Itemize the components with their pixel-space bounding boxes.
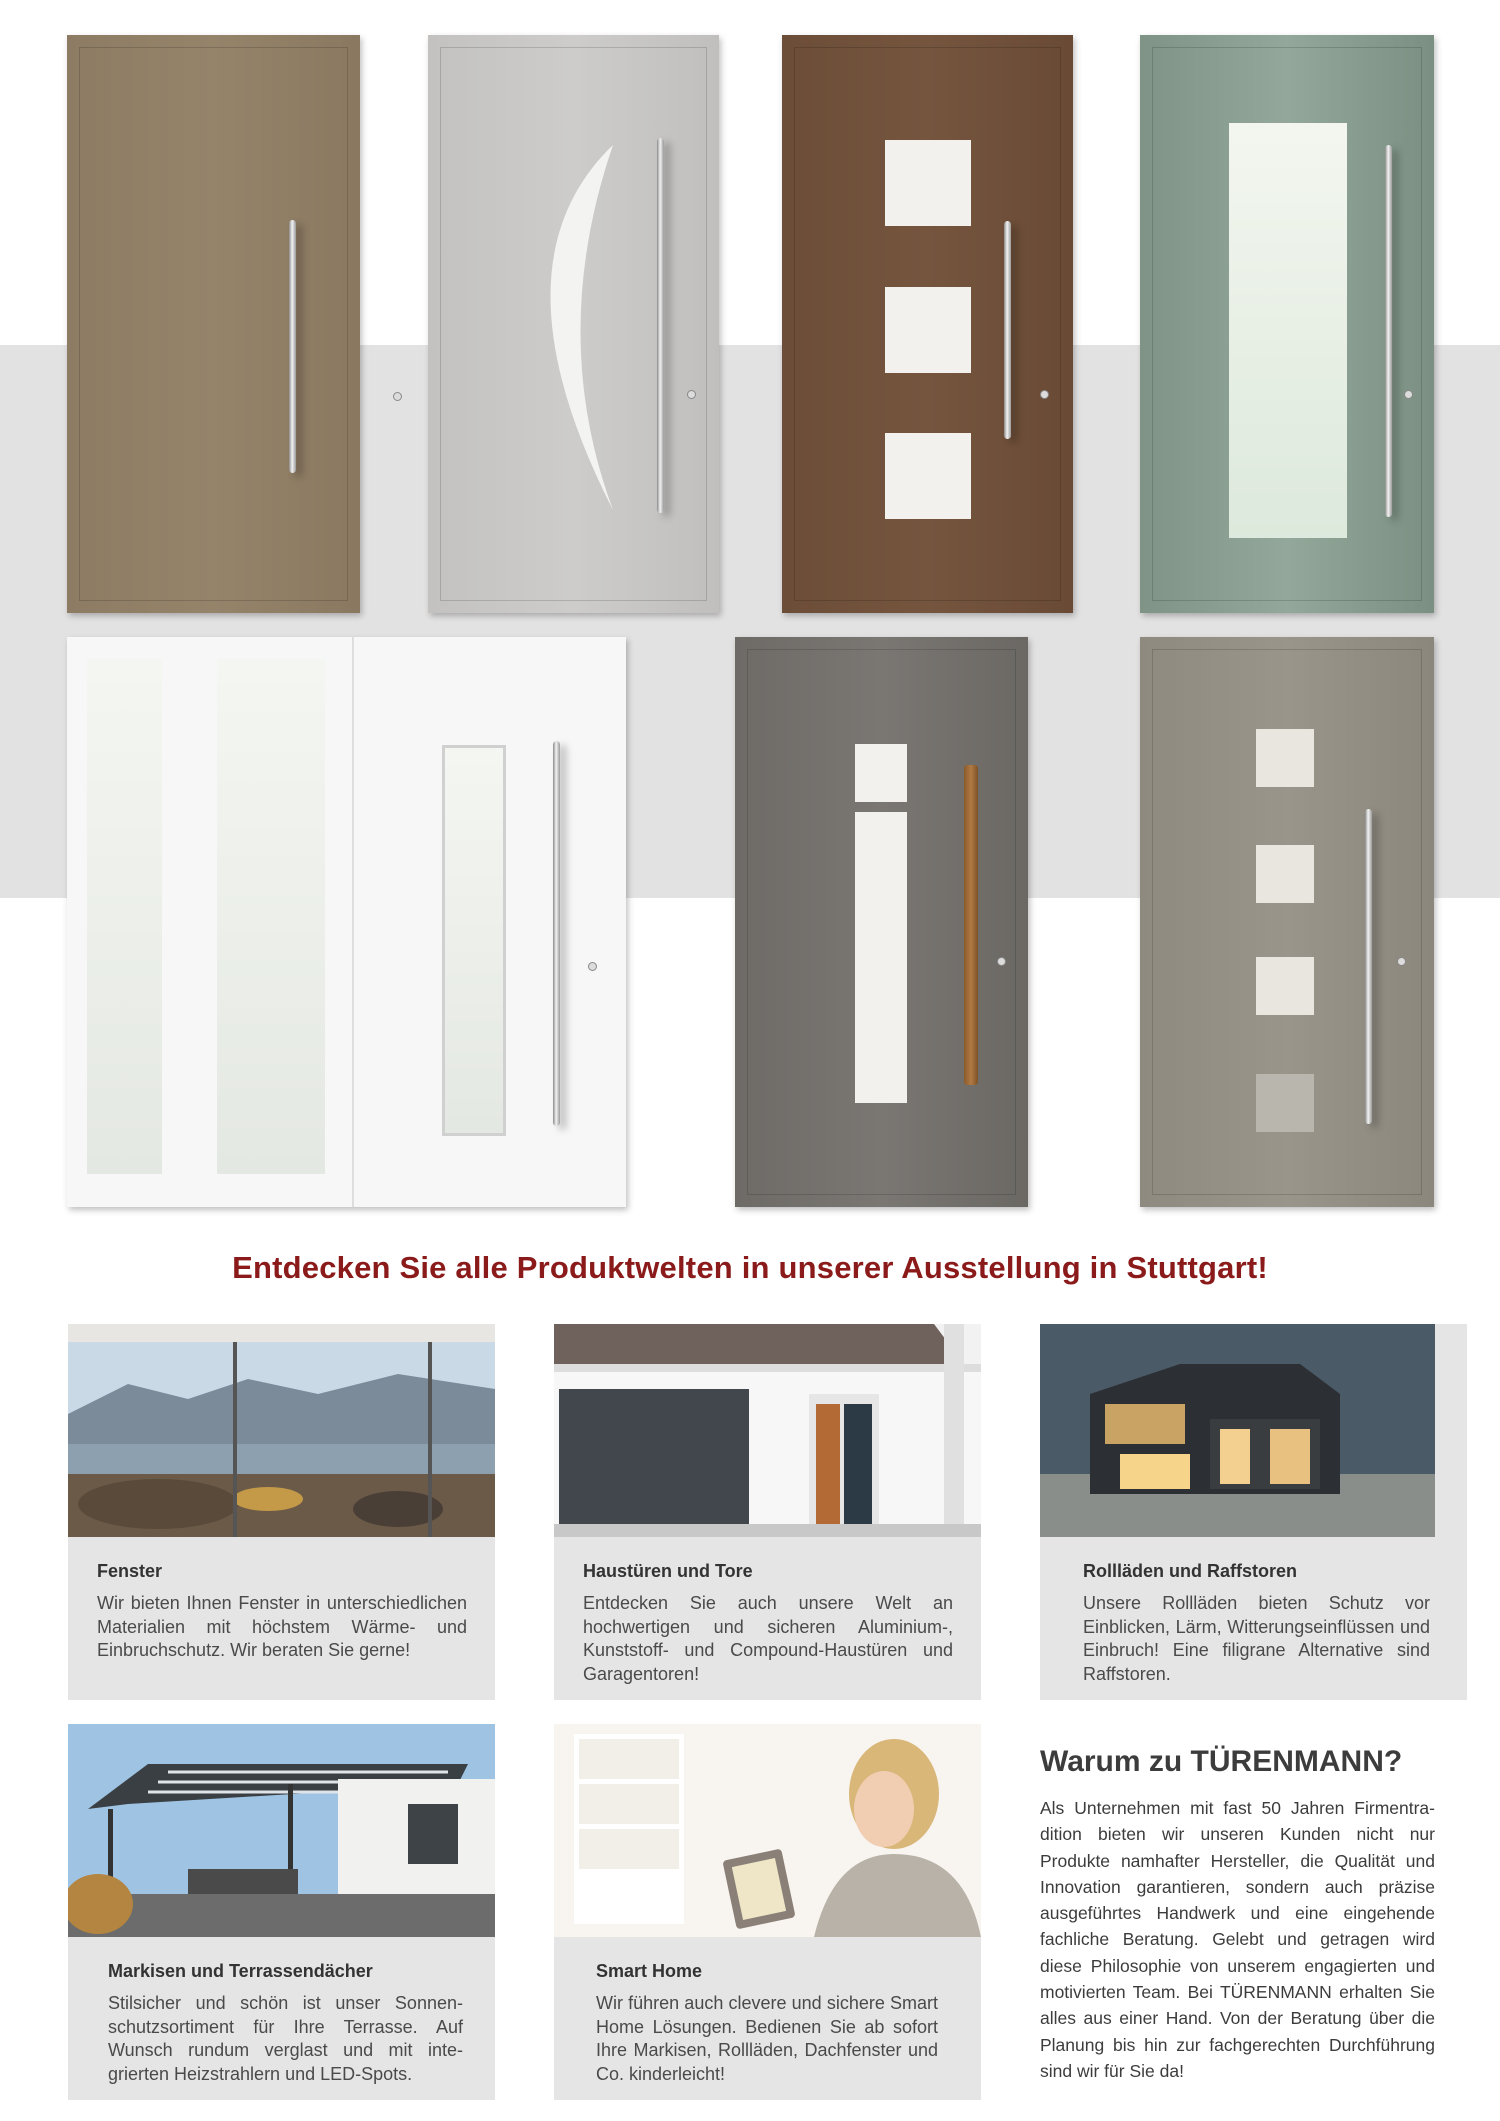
- headline: Entdecken Sie alle Produktwelten in unserer Ausstellung in Stuttgart!: [232, 1250, 1268, 1285]
- card-text: Stilsicher und schön ist unser Sonnenschutzsortiment für Ihre Terrasse. Auf Wunsch rundum verglast und mit integrierten Heizstrahlern und LED-Spots.: [108, 1993, 463, 2084]
- door-silver-crescent: [428, 35, 719, 613]
- product-card-smart-home[interactable]: [554, 1724, 981, 2100]
- smart-home-photo: [554, 1724, 981, 1937]
- card-title: Haustüren und Tore: [583, 1561, 753, 1581]
- card-title: Markisen und Terrassendächer: [108, 1961, 373, 1981]
- card-title: Rollläden und Raffstoren: [1083, 1561, 1298, 1581]
- why-text: Als Unternehmen mit fast 50 Jahren Firmentradition bieten wir unseren Kunden nicht nur Produkte namhafter Hersteller, die Qualität und Innovation garantieren, sondern auch präzise ausgeführtes Handwerk und eine eingehende fachliche Beratung. Gelebt und getragen wird diese Philosophie von unserem engagierten und motivierten Team. Bei TÜRENMANN erhalten Sie alles aus einer Hand. Von der Beratung über die Planung bis hin zur fachgerechten Durchführung sind wir für Sie da!: [1040, 1798, 1435, 2081]
- card-title: Fenster: [97, 1561, 163, 1581]
- haustueren-photo: [554, 1324, 981, 1537]
- door-brown-squares: [782, 35, 1073, 613]
- fenster-photo: [68, 1324, 495, 1537]
- card-text: Wir bieten Ihnen Fenster in unterschiedlichen Materialien mit höchstem Wärme- und Einbruchschutz. Wir beraten Sie gerne!: [97, 1593, 467, 1660]
- door-white-sidelights: [67, 637, 626, 1207]
- door-bronze: [67, 35, 360, 613]
- door-green-glass: [1140, 35, 1434, 613]
- door-taupe-squares: [1140, 637, 1434, 1207]
- card-text: Wir führen auch clevere und sichere Smart Home Lösungen. Bedienen Sie ab sofort Ihre Markisen, Rollläden, Dachfenster und Co. kinderleicht!: [596, 1993, 938, 2084]
- product-card-markisen[interactable]: [68, 1724, 495, 2100]
- door-grey-wood-handle: [735, 637, 1028, 1207]
- product-card-fenster[interactable]: [68, 1324, 495, 1700]
- product-card-rolllaeden[interactable]: [1040, 1324, 1467, 1700]
- why-title: Warum zu TÜRENMANN?: [1040, 1745, 1403, 1778]
- card-text: Unsere Rollläden bieten Schutz vor Einblicken, Lärm, Witterungseinflüssen und Einbruch! Eine filigrane Alternative sind Raffstoren.: [1083, 1593, 1430, 1684]
- markisen-photo: [68, 1724, 495, 1937]
- card-text: Entdecken Sie auch unsere Welt an hochwertigen und sicheren Aluminium-, Kunststoff- und Compound-Haustüren und Garagentoren!: [583, 1593, 953, 1684]
- crescent-glass: [428, 35, 719, 613]
- card-title: Smart Home: [596, 1961, 703, 1981]
- rolllaeden-photo: [1040, 1324, 1435, 1537]
- product-card-haustueren[interactable]: [554, 1324, 981, 1700]
